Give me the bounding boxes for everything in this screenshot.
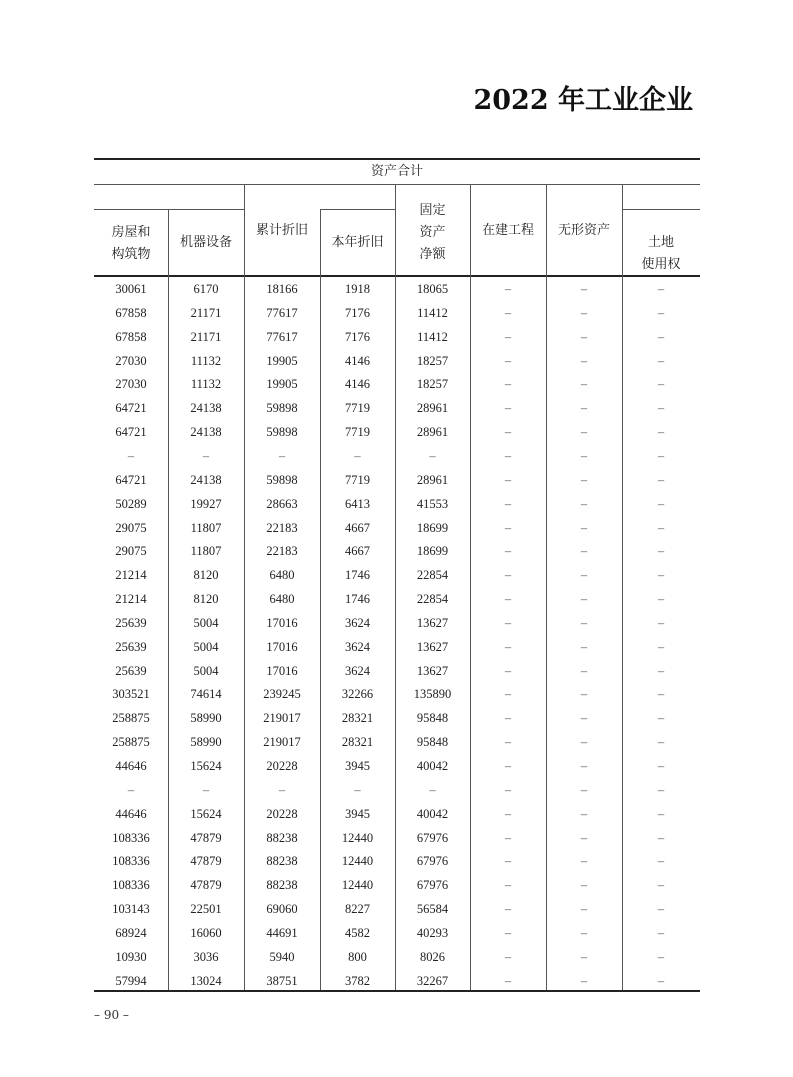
cell-col-accum-depreciation: 77617	[266, 305, 298, 320]
cell-col-net-fixed-assets: 18699	[416, 544, 449, 559]
cell-col-net-fixed-assets: 13627	[416, 615, 449, 630]
cell-col-accum-depreciation: 59898	[266, 472, 298, 487]
cell-col-land-use: –	[657, 878, 665, 893]
cell-col-construction: –	[504, 925, 512, 940]
cell-col-net-fixed-assets: 41553	[416, 496, 449, 511]
cell-col-construction: –	[504, 663, 512, 678]
cell-col-construction: –	[504, 377, 512, 392]
cell-col-construction: –	[504, 568, 512, 583]
cell-col-year-depreciation: 3624	[345, 663, 370, 678]
cell-col-year-depreciation: 4146	[345, 353, 370, 368]
cell-col-year-depreciation: 3945	[345, 759, 370, 773]
cell-col-land-use: –	[657, 305, 665, 320]
cell-col-year-depreciation: 1746	[345, 568, 370, 583]
cell-col-accum-depreciation: 28663	[266, 496, 298, 511]
header-bottom-rule	[94, 275, 700, 277]
cell-col-intangible: –	[580, 496, 588, 511]
cell-col-intangible: –	[580, 949, 588, 964]
cell-col-construction: –	[504, 735, 512, 750]
cell-col-buildings: 21214	[115, 568, 147, 583]
cell-col-construction: –	[504, 544, 512, 559]
cell-col-year-depreciation: 1746	[345, 592, 370, 607]
cell-col-construction: –	[504, 305, 512, 320]
cell-col-year-depreciation: 3782	[345, 973, 370, 988]
cell-col-land-use: –	[657, 615, 665, 630]
cell-col-buildings: 108336	[112, 830, 150, 845]
cell-col-land-use: –	[657, 973, 665, 988]
cell-col-machinery: 58990	[190, 735, 222, 750]
cell-col-net-fixed-assets: 13627	[416, 663, 449, 678]
header-col-net-fixed-assets: 固定 资产 净额	[419, 203, 446, 262]
cell-col-land-use: –	[657, 759, 665, 773]
cell-col-net-fixed-assets: 13627	[416, 639, 449, 654]
cell-col-construction: –	[504, 520, 512, 535]
cell-col-buildings: 64721	[115, 401, 147, 416]
cell-col-construction: –	[504, 496, 512, 511]
cell-col-accum-depreciation: 88238	[266, 830, 298, 845]
cell-col-buildings: 57994	[115, 973, 147, 988]
cell-col-accum-depreciation: 219017	[263, 711, 301, 726]
cell-col-buildings: 103143	[112, 902, 150, 917]
page-number: – 90 –	[94, 1008, 129, 1022]
cell-col-intangible: –	[580, 282, 588, 296]
cell-col-construction: –	[504, 759, 512, 773]
cell-col-land-use: –	[657, 639, 665, 654]
cell-col-land-use: –	[657, 472, 665, 487]
cell-col-net-fixed-assets: 28961	[416, 401, 449, 416]
cell-col-construction: –	[504, 401, 512, 416]
cell-col-intangible: –	[580, 830, 588, 845]
cell-col-year-depreciation: –	[354, 448, 361, 463]
cell-col-buildings: 27030	[115, 377, 147, 392]
cell-col-buildings: 44646	[115, 806, 147, 821]
cell-col-construction: –	[504, 282, 512, 296]
cell-col-machinery: 8120	[193, 568, 219, 583]
header-col-land-use: 土地 使用权	[641, 235, 681, 272]
cell-col-buildings: 29075	[115, 520, 147, 535]
cell-col-machinery: –	[202, 448, 210, 463]
cell-col-machinery: 47879	[190, 830, 222, 845]
cell-col-net-fixed-assets: 18065	[416, 282, 449, 296]
cell-col-net-fixed-assets: 28961	[416, 425, 449, 440]
cell-col-machinery: 5004	[193, 639, 219, 654]
cell-col-land-use: –	[657, 520, 665, 535]
cell-col-land-use: –	[657, 353, 665, 368]
cell-col-intangible: –	[580, 448, 588, 463]
cell-col-construction: –	[504, 806, 512, 821]
cell-col-land-use: –	[657, 544, 665, 559]
cell-col-net-fixed-assets: –	[429, 782, 436, 797]
cell-col-year-depreciation: 3945	[345, 806, 370, 821]
cell-col-accum-depreciation: 6480	[269, 592, 295, 607]
cell-col-net-fixed-assets: 18257	[416, 377, 449, 392]
cell-col-intangible: –	[580, 472, 588, 487]
cell-col-land-use: –	[657, 377, 665, 392]
cell-col-intangible: –	[580, 353, 588, 368]
cell-col-year-depreciation: 4667	[345, 520, 370, 535]
cell-col-buildings: 108336	[112, 878, 150, 893]
cell-col-accum-depreciation: 88238	[266, 878, 298, 893]
cell-col-year-depreciation: 1918	[345, 282, 370, 296]
cell-col-year-depreciation: 7719	[345, 472, 370, 487]
cell-col-net-fixed-assets: 40042	[416, 759, 449, 773]
cell-col-land-use: –	[657, 711, 665, 726]
cell-col-intangible: –	[580, 663, 588, 678]
cell-col-accum-depreciation: 59898	[266, 401, 298, 416]
cell-col-machinery: 16060	[190, 925, 222, 940]
sub-rule-2	[320, 209, 395, 210]
cell-col-net-fixed-assets: 8026	[420, 949, 445, 964]
cell-col-accum-depreciation: 219017	[263, 735, 301, 750]
cell-col-net-fixed-assets: 40042	[416, 806, 449, 821]
cell-col-construction: –	[504, 615, 512, 630]
cell-col-machinery: 24138	[190, 401, 222, 416]
cell-col-buildings: 25639	[115, 663, 147, 678]
cell-col-buildings: 108336	[112, 854, 150, 869]
cell-col-intangible: –	[580, 425, 588, 440]
cell-col-buildings: 25639	[115, 639, 147, 654]
cell-col-accum-depreciation: 5940	[269, 949, 295, 964]
cell-col-accum-depreciation: 18166	[266, 282, 298, 296]
cell-col-construction: –	[504, 782, 512, 797]
cell-col-year-depreciation: 12440	[341, 878, 374, 893]
cell-col-intangible: –	[580, 544, 588, 559]
cell-col-construction: –	[504, 448, 512, 463]
cell-col-machinery: 15624	[190, 806, 222, 821]
cell-col-machinery: 5004	[193, 663, 219, 678]
cell-col-net-fixed-assets: 22854	[416, 592, 449, 607]
cell-col-machinery: 21171	[190, 305, 222, 320]
cell-col-land-use: –	[657, 854, 665, 869]
header-col-intangible: 无形资产	[557, 223, 610, 238]
cell-col-buildings: 64721	[115, 425, 147, 440]
cell-col-buildings: 258875	[112, 735, 150, 750]
cell-col-land-use: –	[657, 925, 665, 940]
cell-col-accum-depreciation: 38751	[266, 973, 298, 988]
cell-col-land-use: –	[657, 592, 665, 607]
cell-col-buildings: 64721	[115, 472, 147, 487]
cell-col-machinery: –	[202, 782, 210, 797]
cell-col-intangible: –	[580, 568, 588, 583]
cell-col-year-depreciation: 7719	[345, 425, 370, 440]
cell-col-intangible: –	[580, 687, 588, 702]
cell-col-land-use: –	[657, 448, 665, 463]
cell-col-construction: –	[504, 687, 512, 702]
cell-col-intangible: –	[580, 973, 588, 988]
cell-col-accum-depreciation: 19905	[266, 353, 298, 368]
cell-col-construction: –	[504, 902, 512, 917]
cell-col-machinery: 47879	[190, 854, 222, 869]
cell-col-construction: –	[504, 425, 512, 440]
cell-col-intangible: –	[580, 615, 588, 630]
cell-col-construction: –	[504, 472, 512, 487]
cell-col-year-depreciation: 12440	[341, 854, 374, 869]
cell-col-intangible: –	[580, 925, 588, 940]
cell-col-intangible: –	[580, 735, 588, 750]
cell-col-machinery: 3036	[193, 949, 219, 964]
cell-col-net-fixed-assets: 32267	[416, 973, 449, 988]
cell-col-buildings: 30061	[115, 282, 147, 296]
cell-col-accum-depreciation: 22183	[266, 520, 298, 535]
cell-col-intangible: –	[580, 592, 588, 607]
cell-col-accum-depreciation: 17016	[266, 663, 298, 678]
cell-col-year-depreciation: 7176	[345, 305, 370, 320]
cell-col-machinery: 5004	[193, 615, 219, 630]
cell-col-accum-depreciation: 20228	[266, 759, 298, 773]
cell-col-construction: –	[504, 973, 512, 988]
cell-col-buildings: 44646	[115, 759, 147, 773]
group-header-rule	[94, 184, 700, 185]
cell-col-land-use: –	[657, 496, 665, 511]
cell-col-machinery: 11807	[190, 544, 222, 559]
cell-col-buildings: 68924	[115, 925, 147, 940]
cell-col-net-fixed-assets: 28961	[416, 472, 449, 487]
header-col-construction: 在建工程	[481, 223, 534, 238]
cell-col-year-depreciation: 8227	[345, 902, 370, 917]
header-col-accum-depreciation: 累计折旧	[255, 223, 308, 238]
cell-col-net-fixed-assets: 11412	[417, 329, 448, 344]
cell-col-machinery: 47879	[190, 878, 222, 893]
cell-col-intangible: –	[580, 902, 588, 917]
cell-col-year-depreciation: 3624	[345, 615, 370, 630]
cell-col-net-fixed-assets: 18699	[416, 520, 449, 535]
cell-col-year-depreciation: 3624	[345, 639, 370, 654]
cell-col-land-use: –	[657, 663, 665, 678]
cell-col-land-use: –	[657, 401, 665, 416]
cell-col-accum-depreciation: 59898	[266, 425, 298, 440]
cell-col-intangible: –	[580, 711, 588, 726]
cell-col-accum-depreciation: 22183	[266, 544, 298, 559]
cell-col-buildings: 27030	[115, 353, 147, 368]
cell-col-net-fixed-assets: –	[429, 448, 436, 463]
cell-col-net-fixed-assets: 67976	[416, 830, 449, 845]
cell-col-intangible: –	[580, 782, 588, 797]
cell-col-land-use: –	[657, 949, 665, 964]
cell-col-net-fixed-assets: 95848	[416, 711, 449, 726]
cell-col-year-depreciation: 28321	[341, 735, 374, 750]
cell-col-intangible: –	[580, 520, 588, 535]
cell-col-machinery: 11132	[190, 377, 222, 392]
cell-col-construction: –	[504, 878, 512, 893]
cell-col-accum-depreciation: 17016	[266, 639, 298, 654]
cell-col-buildings: 25639	[115, 615, 147, 630]
cell-col-machinery: 19927	[190, 496, 222, 511]
sub-rule-1	[94, 209, 244, 210]
cell-col-accum-depreciation: 20228	[266, 806, 298, 821]
cell-col-intangible: –	[580, 401, 588, 416]
cell-col-machinery: 11132	[190, 353, 222, 368]
cell-col-net-fixed-assets: 67976	[416, 878, 449, 893]
cell-col-buildings: 67858	[115, 305, 147, 320]
cell-col-land-use: –	[657, 687, 665, 702]
cell-col-year-depreciation: 4146	[345, 377, 370, 392]
table-bottom-rule	[94, 990, 700, 992]
cell-col-buildings: –	[127, 782, 135, 797]
header-col-year-depreciation: 本年折旧	[331, 235, 384, 250]
cell-col-accum-depreciation: 44691	[266, 925, 298, 940]
cell-col-buildings: 29075	[115, 544, 147, 559]
cell-col-year-depreciation: 28321	[341, 711, 374, 726]
cell-col-construction: –	[504, 639, 512, 654]
cell-col-intangible: –	[580, 639, 588, 654]
cell-col-construction: –	[504, 711, 512, 726]
table-top-rule	[94, 158, 700, 160]
cell-col-intangible: –	[580, 305, 588, 320]
cell-col-land-use: –	[657, 735, 665, 750]
cell-col-machinery: 24138	[190, 472, 222, 487]
cell-col-accum-depreciation: 69060	[266, 902, 298, 917]
cell-col-construction: –	[504, 854, 512, 869]
cell-col-intangible: –	[580, 377, 588, 392]
cell-col-buildings: –	[127, 448, 135, 463]
cell-col-machinery: 22501	[190, 902, 222, 917]
cell-col-construction: –	[504, 592, 512, 607]
cell-col-intangible: –	[580, 878, 588, 893]
cell-col-net-fixed-assets: 18257	[416, 353, 449, 368]
cell-col-construction: –	[504, 830, 512, 845]
cell-col-machinery: 58990	[190, 711, 222, 726]
cell-col-accum-depreciation: 17016	[266, 615, 298, 630]
cell-col-intangible: –	[580, 759, 588, 773]
cell-col-land-use: –	[657, 830, 665, 845]
cell-col-net-fixed-assets: 11412	[417, 305, 448, 320]
header-col-machinery: 机器设备	[179, 235, 232, 250]
cell-col-land-use: –	[657, 568, 665, 583]
cell-col-accum-depreciation: –	[278, 782, 286, 797]
cell-col-land-use: –	[657, 425, 665, 440]
cell-col-buildings: 21214	[115, 592, 147, 607]
group-header: 资产合计	[370, 164, 423, 179]
cell-col-land-use: –	[657, 806, 665, 821]
cell-col-year-depreciation: 7719	[345, 401, 370, 416]
cell-col-machinery: 74614	[190, 687, 222, 702]
cell-col-intangible: –	[580, 854, 588, 869]
cell-col-buildings: 303521	[112, 687, 150, 702]
cell-col-construction: –	[504, 949, 512, 964]
cell-col-intangible: –	[580, 329, 588, 344]
cell-col-buildings: 10930	[115, 949, 147, 964]
cell-col-land-use: –	[657, 902, 665, 917]
cell-col-net-fixed-assets: 56584	[416, 902, 449, 917]
cell-col-construction: –	[504, 353, 512, 368]
cell-col-year-depreciation: 12440	[341, 830, 374, 845]
sub-rule-3	[622, 209, 700, 210]
cell-col-year-depreciation: 6413	[345, 496, 370, 511]
page-title: 2022 年工业企业	[473, 85, 693, 116]
cell-col-machinery: 11807	[190, 520, 222, 535]
cell-col-machinery: 6170	[193, 282, 219, 296]
cell-col-machinery: 21171	[190, 329, 222, 344]
cell-col-machinery: 15624	[190, 759, 222, 773]
cell-col-net-fixed-assets: 40293	[416, 925, 449, 940]
cell-col-buildings: 258875	[112, 711, 150, 726]
cell-col-accum-depreciation: –	[278, 448, 286, 463]
cell-col-machinery: 24138	[190, 425, 222, 440]
cell-col-buildings: 67858	[115, 329, 147, 344]
cell-col-year-depreciation: –	[354, 782, 361, 797]
cell-col-net-fixed-assets: 22854	[416, 568, 449, 583]
cell-col-accum-depreciation: 239245	[263, 687, 301, 702]
cell-col-intangible: –	[580, 806, 588, 821]
cell-col-year-depreciation: 4582	[345, 925, 370, 940]
cell-col-machinery: 13024	[190, 973, 222, 988]
cell-col-year-depreciation: 32266	[341, 687, 374, 702]
cell-col-buildings: 50289	[115, 496, 147, 511]
cell-col-year-depreciation: 800	[348, 949, 367, 964]
cell-col-net-fixed-assets: 135890	[413, 687, 452, 702]
cell-col-construction: –	[504, 329, 512, 344]
cell-col-accum-depreciation: 6480	[269, 568, 295, 583]
cell-col-land-use: –	[657, 782, 665, 797]
cell-col-net-fixed-assets: 67976	[416, 854, 449, 869]
cell-col-land-use: –	[657, 282, 665, 296]
cell-col-accum-depreciation: 19905	[266, 377, 298, 392]
cell-col-land-use: –	[657, 329, 665, 344]
header-col-buildings: 房屋和 构筑物	[111, 225, 151, 262]
cell-col-net-fixed-assets: 95848	[416, 735, 449, 750]
cell-col-accum-depreciation: 77617	[266, 329, 298, 344]
cell-col-year-depreciation: 4667	[345, 544, 370, 559]
cell-col-accum-depreciation: 88238	[266, 854, 298, 869]
cell-col-year-depreciation: 7176	[345, 329, 370, 344]
cell-col-machinery: 8120	[193, 592, 219, 607]
